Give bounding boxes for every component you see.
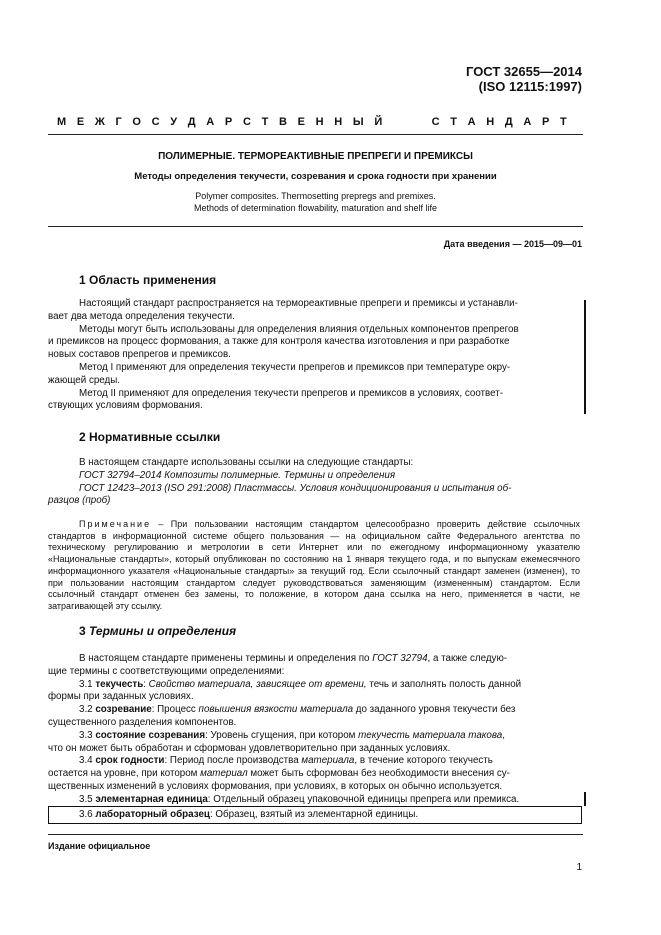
term-3-3-line-2: что он может быть обработан и сформован удовлетворительно при заданных условиях.: [48, 742, 451, 754]
term-text: течь и заполнять полость данной: [366, 678, 522, 690]
section-2-body: [48, 457, 580, 508]
interstate-letter: В: [278, 116, 287, 128]
title-en-line-1: Polymer composites. Thermosetting prepregs and premixes.: [195, 191, 436, 201]
note-text: – При пользовании настоящим стандартом целесообразно проверить действие ссылочных стандартов в информационной системе общего пользования — на официальном сайте Федерального агентства по техническому регулированию и метрологии в сети Интернет или по ежегодному информационному указателю «Национальные стандарты», который опубликован по состоянию на 1 января текущего года, и по выпускам ежемесячного информационного указателя «Национальные стандарты» за текущий год. Если ссылочный стандарт заменен (изменен), то при пользовании настоящим стандартом следует руководствоваться заменяющим (измененным) стандартом. Если ссылочный стандарт отменен без замены, то положение, в котором дана ссылка на него, применяется в части, не затрагивающей эту ссылку.: [48, 519, 580, 611]
s1-p3b: жающей среды.: [48, 374, 121, 386]
document-title-ru: ПОЛИМЕРНЫЕ. ТЕРМОРЕАКТИВНЫЕ ПРЕПРЕГИ И ПРЕМИКСЫ: [158, 151, 473, 162]
note-block: [48, 519, 580, 613]
interstate-letter: Е: [76, 116, 85, 128]
interstate-letter: Г: [115, 116, 122, 128]
term-sep: : Процесс: [151, 704, 199, 716]
term-italic: повышения вязкости материала: [198, 704, 354, 716]
term-sep: : Уровень сгущения, при котором: [205, 729, 359, 741]
interstate-letter: Н: [334, 116, 343, 128]
term-3-5: [79, 794, 580, 807]
term-3-4-line-3: щественных изменений в условиях формования, при условиях, в которых он обычно используется.: [48, 780, 503, 792]
term-name: срок годности: [95, 755, 165, 767]
interstate-letter: У: [170, 116, 178, 128]
interstate-letter: А: [206, 116, 215, 128]
change-bar-term-3-5: [584, 792, 586, 806]
term-3-4: [79, 755, 580, 768]
term-italic: Свойство материала, зависящее от времени,: [148, 678, 367, 690]
term-sep: :: [143, 678, 149, 690]
s1-p1b: вает два метода определения текучести.: [48, 310, 235, 322]
interstate-letter: Н: [315, 116, 324, 128]
s3-intro-ref: ГОСТ 32794: [372, 653, 428, 664]
s1-p4b: ствующих условиям формования.: [48, 400, 203, 412]
interstate-letter: Й: [374, 116, 383, 128]
official-edition-label: Издание официальное: [48, 841, 151, 851]
introduction-date: Дата введения — 2015—09—01: [443, 239, 582, 249]
s2-ref-1: ГОСТ 32794–2014 Композиты полимерные. Термины и определения: [79, 469, 396, 481]
interstate-letter: А: [467, 116, 476, 128]
interstate-letter: С: [151, 116, 160, 128]
interstate-letter: С: [431, 116, 440, 128]
term-3-1-line-2: формы при заданных условиях.: [48, 691, 194, 703]
interstate-standard-label: [57, 116, 567, 128]
s1-p2b: и премиксов на процесс формования, а также для контроля качества изготовления и при разработке: [48, 336, 510, 348]
s1-p1a: Настоящий стандарт распространяется на термореактивные препреги и премиксы и устанавли-: [79, 298, 518, 309]
interstate-letter: А: [523, 116, 532, 128]
interstate-letter: Т: [450, 116, 457, 128]
change-bar-section-1: [584, 300, 586, 414]
footer-divider: [48, 834, 583, 835]
term-name: элементарная единица: [95, 793, 208, 805]
term-number: 3.4: [79, 755, 96, 767]
title-en-line-2: Methods of determination flowability, maturation and shelf life: [194, 203, 437, 213]
term-name: состояние созревания: [95, 729, 206, 741]
s1-p2c: новых составов препрегов и премиксов.: [48, 349, 231, 361]
term-3-2: [79, 704, 580, 717]
gost-number: ГОСТ 32655—2014: [466, 64, 582, 79]
interstate-letter: М: [57, 116, 67, 128]
standard-number: [466, 64, 582, 94]
header-divider: [48, 134, 583, 135]
interstate-letter: С: [242, 116, 251, 128]
interstate-letter: Е: [297, 116, 305, 128]
term-3-1: [79, 679, 580, 692]
term-sep: : Период после производства: [164, 755, 302, 767]
term-number: 3.3: [79, 729, 96, 741]
term-text: остается на уровне, при котором: [48, 768, 201, 780]
section-1-heading: 1 Область применения: [79, 273, 217, 287]
interstate-word-gap: [393, 116, 421, 128]
interstate-letter: Р: [541, 116, 550, 128]
term-text: : Отдельный образец упаковочной единицы препрега или премикса.: [207, 793, 520, 805]
s3-intro-a: [79, 653, 580, 666]
document-title-en: [48, 190, 583, 214]
term-italic: материала: [301, 755, 355, 767]
interstate-letter: Т: [560, 116, 567, 128]
s2-ref-2b: разцов (проб): [48, 495, 111, 507]
interstate-letter: Д: [187, 116, 196, 128]
document-subtitle-ru: Методы определения текучести, созревания и срока годности при хранении: [134, 171, 497, 182]
s2-ref-2a: ГОСТ 12423–2013 (ISO 291:2008) Пластмассы. Условия кондиционирования и испытания об-: [79, 482, 512, 494]
s3-intro-text-2: , а также следую-: [427, 653, 508, 664]
section-3-body: [48, 653, 580, 807]
title-divider: [48, 226, 583, 227]
s3-intro-text: В настоящем стандарте применены термины и определения по: [79, 653, 373, 664]
interstate-letter: Ж: [94, 116, 105, 128]
interstate-letter: Т: [261, 116, 269, 128]
interstate-letter: О: [132, 116, 141, 128]
interstate-letter: Д: [504, 116, 513, 128]
section-3-number: 3: [79, 624, 90, 638]
term-number: 3.6: [79, 809, 96, 820]
term-number: 3.1: [79, 678, 96, 690]
interstate-letter: Р: [224, 116, 233, 128]
term-number: 3.2: [79, 704, 96, 716]
term-name: созревание: [95, 704, 152, 716]
interstate-letter: Н: [486, 116, 495, 128]
section-3-heading: [79, 624, 236, 638]
iso-number: (ISO 12115:1997): [478, 79, 582, 94]
s3-intro-c: щие термины с соответствующими определениями:: [48, 665, 285, 677]
note-label: Примечание: [79, 519, 152, 529]
term-text: до заданного уровня текучести без: [353, 704, 516, 716]
term-name: текучесть: [95, 678, 144, 690]
term-name: лабораторный образец: [95, 809, 210, 820]
term-3-6-framed: [48, 806, 582, 824]
s1-p3a: Метод I применяют для определения текучести препрегов и премиксов при температуре окру-: [79, 361, 511, 373]
section-2-heading: 2 Нормативные ссылки: [79, 430, 221, 444]
s2-intro: В настоящем стандарте использованы ссылки на следующие стандарты:: [79, 457, 414, 468]
term-text: ,: [502, 729, 505, 741]
term-3-4-line-2: [48, 768, 580, 781]
term-text: , в течение которого текучесть: [354, 755, 493, 767]
term-text: : Образец, взятый из элементарной единицы.: [209, 809, 419, 820]
interstate-letter: Ы: [352, 116, 364, 128]
s1-p4a: Метод II применяют для определения текучести препрегов и премиксов в условиях, соответ-: [79, 387, 504, 399]
term-text-2: может быть сформован без необходимости внесения су-: [247, 768, 510, 780]
term-italic: текучесть материала такова: [358, 729, 503, 741]
term-3-2-line-2: существенного разделения компонентов.: [48, 716, 237, 728]
page-number: 1: [576, 862, 582, 873]
s1-p2a: Методы могут быть использованы для определения влияния отдельных компонентов препрегов: [79, 323, 519, 335]
term-3-3: [79, 730, 580, 743]
term-number: 3.5: [79, 793, 96, 805]
section-1-body: [48, 298, 580, 413]
term-italic: материал: [200, 768, 248, 780]
section-3-title: Термины и определения: [89, 624, 237, 638]
